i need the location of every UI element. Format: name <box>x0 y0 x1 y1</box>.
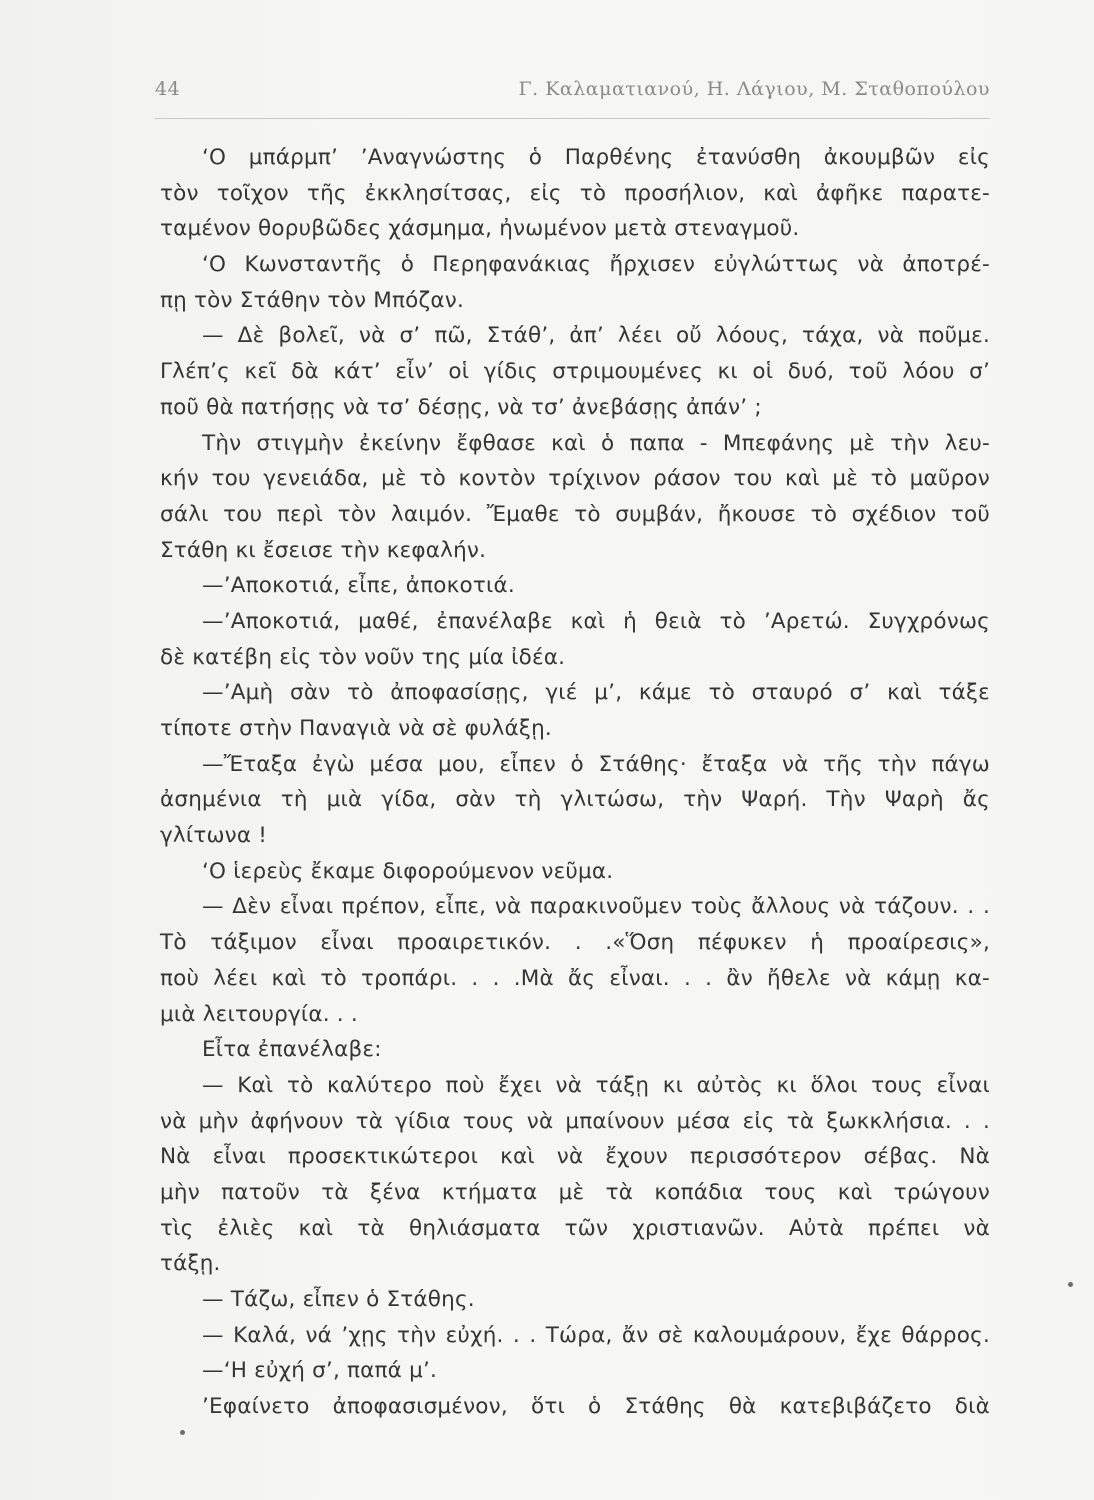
page-number: 44 <box>155 78 181 100</box>
text-line: ποὺ λέει καὶ τὸ τροπάρι. . . .Μὰ ἄς εἶναι. . . ἂν ἤθελε νὰ κάμῃ κα- <box>160 965 990 991</box>
text-line: δὲ κατέβη εἰς τὸν νοῦν της μία ἰδέα. <box>160 644 566 670</box>
text-line: ‘Ο Κωνσταντῆς ὁ Περηφανάκιας ἤρχισεν εὐγλώττως νὰ ἀποτρέ- <box>202 252 990 278</box>
text-line: ταμένον θορυβῶδες χάσμημα, ἠνωμένον μετὰ στεναγμοῦ. <box>160 216 800 242</box>
text-line: ἀσημένια τὴ μιὰ γίδα, σὰν τὴ γλιτώσω, τὴν Ψαρή. Τὴν Ψαρὴ ἄς <box>160 787 990 813</box>
body-text <box>160 140 990 1425</box>
text-line: μιὰ λειτουργία. . . <box>160 1001 358 1027</box>
text-line: ‘Ο μπάρμπ’ ’Αναγνώστης ὁ Παρθένης ἐτανύσθη ἀκουμβῶν εἰς <box>202 145 990 170</box>
text-line: Εἶτα ἐπανέλαβε: <box>202 1037 382 1063</box>
text-line: νὰ μὴν ἀφήνουν τὰ γίδια τους νὰ μπαίνουν μέσα εἰς τὰ ξωκκλήσια. . . <box>160 1108 990 1134</box>
print-speck <box>1068 1282 1073 1287</box>
text-line: Γλέπ’ς κεῖ δὰ κάτ’ εἶν’ οἱ γίδις στριμουμένες κι οἱ δυό, τοῦ λόου σ’ <box>160 359 990 385</box>
text-line: —’Αποκοτιά, εἶπε, ἀποκοτιά. <box>202 573 515 599</box>
text-line: ’Εφαίνετο ἀποφασισμένον, ὅτι ὁ Στάθης θὰ κατεβιβάζετο διὰ <box>202 1394 990 1420</box>
text-line: — Καλά, νά ’χῃς τὴν εὐχή. . . Τώρα, ἄν σὲ καλουμάρουν, ἔχε θάρρος. <box>202 1322 990 1348</box>
page-header <box>155 78 990 112</box>
text-line: — Καὶ τὸ καλύτερο ποὺ ἔχει νὰ τάξῃ κι αὐτὸς κι ὅλοι τους εἶναι <box>202 1072 990 1098</box>
text-line: — Δὲ βολεῖ, νὰ σ’ πῶ, Στάθ’, ἀπ’ λέει οὔ λόους, τάχα, νὰ ποῦμε. <box>202 323 990 349</box>
text-line: ‘Ο ἱερεὺς ἔκαμε διφορούμενον νεῦμα. <box>202 858 614 884</box>
text-line: Στάθη κι ἔσεισε τὴν κεφαλήν. <box>160 537 487 563</box>
text-line: —’Αποκοτιά, μαθέ, ἐπανέλαβε καὶ ἡ θειὰ τὸ ’Αρετώ. Συγχρόνως <box>202 608 990 634</box>
text-line: — Τάζω, εἶπεν ὁ Στάθης. <box>202 1287 475 1312</box>
text-line: πῃ τὸν Στάθην τὸν Μπόζαν. <box>160 287 464 313</box>
text-line: σάλι του περὶ τὸν λαιμόν. Ἔμαθε τὸ συμβάν, ἤκουσε τὸ σχέδιον τοῦ <box>160 501 990 527</box>
text-line: κήν του γενειάδα, μὲ τὸ κοντὸν τρίχινον ράσον του καὶ μὲ τὸ μαῦρον <box>160 466 990 492</box>
header-rule <box>155 118 990 119</box>
text-line: γλίτωνα ! <box>160 823 268 849</box>
text-line: —‘Η εὐχή σ’, παπά μ’. <box>202 1358 438 1384</box>
text-line: τὶς ἐλιὲς καὶ τὰ θηλιάσματα τῶν χριστιανῶν. Αὐτὰ πρέπει νὰ <box>160 1215 990 1241</box>
text-line: —’Αμὴ σὰν τὸ ἀποφασίσῃς, γιέ μ’, κάμε τὸ σταυρό σ’ καὶ τάξε <box>202 680 990 706</box>
text-line: τὸν τοῖχον τῆς ἐκκλησίτσας, εἰς τὸ προσήλιον, καὶ ἀφῆκε παρατε- <box>160 180 990 206</box>
text-line: τάξῃ. <box>160 1251 221 1277</box>
print-speck <box>180 1430 185 1435</box>
text-line: τίποτε στὴν Παναγιὰ νὰ σὲ φυλάξῃ. <box>160 716 552 741</box>
text-line: μὴν πατοῦν τὰ ξένα κτήματα μὲ τὰ κοπάδια τους καὶ τρώγουν <box>160 1179 990 1205</box>
text-line: —Ἔταξα ἐγὼ μέσα μου, εἶπεν ὁ Στάθης· ἔταξα νὰ τῆς τὴν πάγω <box>202 751 990 777</box>
text-line: ποῦ θὰ πατήσῃς νὰ τσ’ δέσῃς, νὰ τσ’ ἀνεβάσῃς ἀπάν’ ; <box>160 394 762 420</box>
text-line: Νὰ εἶναι προσεκτικώτεροι καὶ νὰ ἔχουν περισσότερον σέβας. Νὰ <box>160 1144 990 1170</box>
text-line: Τὴν στιγμὴν ἐκείνην ἔφθασε καὶ ὁ παπα - Μπεφάνης μὲ τὴν λευ- <box>202 430 990 456</box>
text-line: Τὸ τάξιμον εἶναι προαιρετικόν. . .«Ὅση πέφυκεν ἡ προαίρεσις», <box>160 930 990 956</box>
text-line: — Δὲν εἶναι πρέπον, εἶπε, νὰ παρακινοῦμεν τοὺς ἄλλους νὰ τάζουν. . . <box>202 894 990 920</box>
running-head-authors: Γ. Καλαματιανού, Η. Λάγιου, Μ. Σταθοπούλου <box>518 78 990 100</box>
